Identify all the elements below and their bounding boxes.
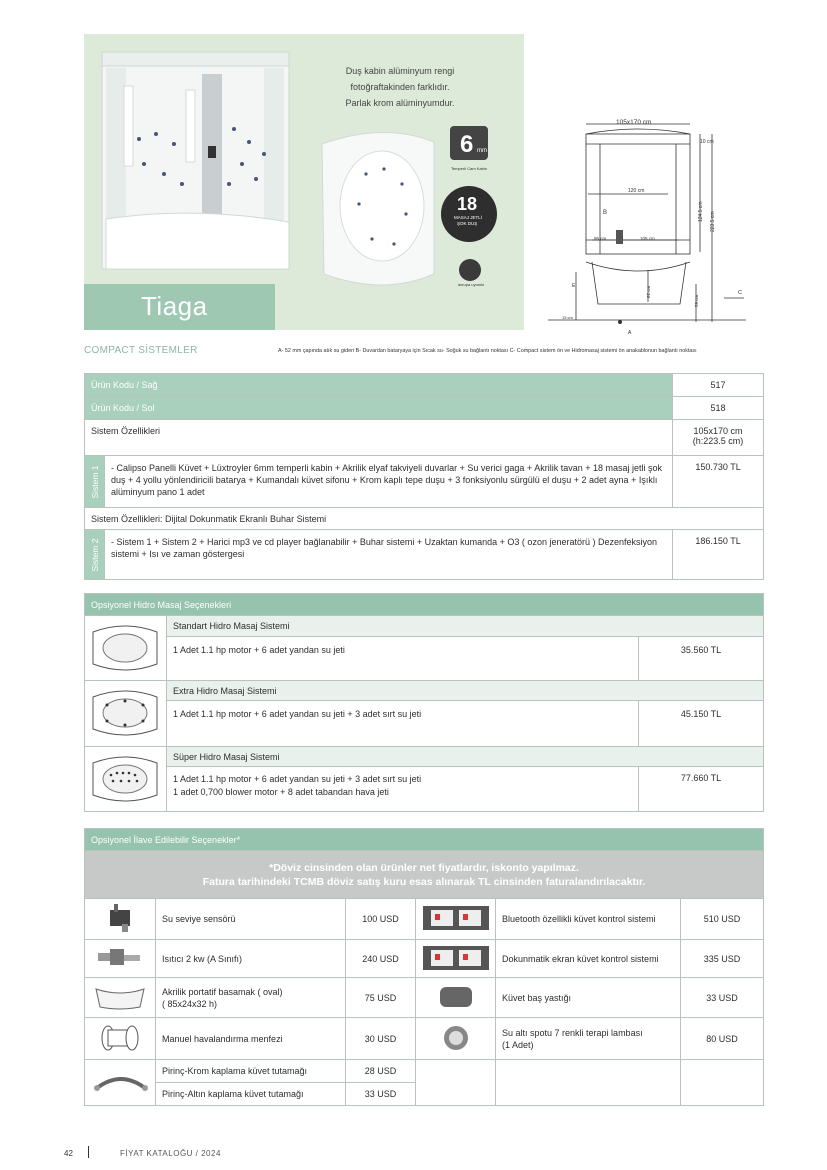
bathtub-icon [87,683,163,741]
badge-jets-value: 18 [457,194,478,214]
svg-text:E: E [572,283,576,289]
svg-text:B: B [603,210,608,216]
svg-text:mm: mm [477,148,487,154]
svg-text:124.5 cm: 124.5 cm [698,201,704,222]
color-note: Duş kabin alüminyum rengi fotoğraftakinden farklıdır. Parlak krom alüminyumdur. [345,66,455,108]
table-row: Akrilik portatif basamak ( oval) ( 85x24x32 h) 75 USD Küvet baş yastığı 33 USD [85,978,764,1018]
table-row: Ürün Kodu / Sol 518 [85,397,764,420]
table-row: Sistem 1 - Calipso Panelli Küvet + Lüxtroyler 6mm temperli kabin + Akrilik elyaf takviyeli duvarlar + Su verici gaga + Akrilik tavan + 18 masaj jetli şok duş + 4 yollu yönlendiricili batarya + Kumandalı küvet sifonu + Krom kaplı tepe duşu + 3 fonksiyonlu sürgülü el duşu + 2 adet ayna + Işıklı alüminyum pano 1 adet 150.730 TL [85,456,764,508]
table-row: Isıtıcı 2 kw (A Sınıfı) 240 USD Dokunmatik ekran küvet kontrol sistemi 335 USD [85,940,764,978]
table-row: Sistem Özellikleri: Dijital Dokunmatik Ekranlı Buhar Sistemi [85,508,764,530]
hydro-options-table [84,593,764,812]
bathtub-icon [87,749,163,807]
water-level-sensor-icon [102,902,138,934]
table-row: 1 Adet 1.1 hp motor + 6 adet yandan su jeti 35.560 TL [85,636,764,680]
svg-text:A: A [628,330,632,334]
tub-standard-thumb [85,616,167,681]
svg-text:avrupa uyumlu: avrupa uyumlu [458,282,485,287]
heater-icon [96,945,144,971]
table-row: Su seviye sensörü 100 USD Bluetooth özellikli küvet kontrol sistemi 510 USD [85,899,764,940]
table-row: Opsiyonel İlave Edilebilir Seçenekler* [85,829,764,851]
table-row [85,851,764,899]
product-title: Tiaga [141,291,208,321]
svg-text:15 cm: 15 cm [562,315,573,320]
table-row: Sistem 2 - Sistem 1 + Sistem 2 + Harici mp3 ve cd player bağlanabilir + Buhar sistemi + Uzaktan kumanda + O3 ( ozon jeneratörü ) Dezenfeksiyon sistemi + Isı ve zaman göstergesi 186.150 TL [85,530,764,580]
table-row: 1 Adet 1.1 hp motor + 6 adet yandan su jeti + 3 adet sırt su jeti 1 adet 0,700 blower motor + 8 adet tabandan hava jeti 77.660 TL [85,767,764,812]
spec-table [84,373,764,580]
tub-super-thumb [85,747,167,812]
page-number: 42 [64,1149,73,1158]
technical-diagram [548,112,760,334]
table-row: Opsiyonel Hidro Masaj Seçenekleri [85,594,764,616]
svg-text:10 cm: 10 cm [700,139,714,145]
product-title-box [84,284,275,330]
svg-text:105 cm: 105 cm [640,236,655,241]
footer-divider [88,1146,89,1158]
bathtub-icon [87,618,163,676]
svg-text:C: C [738,290,742,296]
tub-handle-icon [91,1070,151,1094]
badge-glass-value: 6 [460,131,474,158]
diagram-top-width: 105x170 cm [616,119,652,126]
table-row: Sistem Özellikleri 105x170 cm (h:223.5 cm) [85,420,764,456]
headrest-pillow-icon [436,983,476,1011]
svg-text:59 cm: 59 cm [694,294,699,307]
table-row: 1 Adet 1.1 hp motor + 6 adet yandan su jeti + 3 adet sırt su jeti 45.150 TL [85,701,764,747]
category-title: COMPACT SİSTEMLER [84,345,198,356]
extras-table [84,828,764,1106]
portable-step-icon [92,983,148,1011]
system2-side-label: Sistem 2 [85,530,105,580]
ventilation-vent-icon [98,1023,142,1053]
currency-note-2: Fatura tarihindeki TCMB döviz satış kuru esas alınarak TL cinsinden faturalandırılacaktır. [202,875,646,888]
touchscreen-control-panel-icon [423,946,489,970]
footer-text: FİYAT KATALOĞU / 2024 [120,1149,221,1158]
currency-note-1: *Döviz cinsinden olan ürünler net fiyatlardır, iskonto yapılmaz. [269,861,579,874]
table-row: Pirinç-Altın kaplama küvet tutamağı 33 USD [85,1083,764,1106]
table-row: Manuel havalandırma menfezi 30 USD Su altı spotu 7 renkli terapi lambası (1 Adet) 80 USD [85,1018,764,1060]
svg-text:120 cm: 120 cm [628,188,645,194]
table-row: Pirinç-Krom kaplama küvet tutamağı 28 USD [85,1060,764,1083]
svg-text:95 cm: 95 cm [594,236,607,241]
underwater-light-icon [438,1023,474,1053]
bluetooth-control-panel-icon [423,906,489,930]
svg-text:MASAJ JETLİ: MASAJ JETLİ [454,215,483,220]
svg-text:Temperli Cam Kabin: Temperli Cam Kabin [451,166,488,171]
svg-text:223.5 cm: 223.5 cm [710,211,716,232]
table-row: Extra Hidro Masaj Sistemi [85,681,764,701]
svg-text:62 cm: 62 cm [646,285,651,298]
system1-side-label: Sistem 1 [85,456,105,508]
tub-extra-thumb [85,681,167,747]
table-row: Ürün Kodu / Sağ 517 [85,374,764,397]
svg-text:ŞOK DUŞ: ŞOK DUŞ [457,221,478,226]
table-row: Standart Hidro Masaj Sistemi [85,616,764,637]
table-row: Süper Hidro Masaj Sistemi [85,747,764,767]
diagram-legend: A- 52 mm çapında atık su gideri B- Duvardan bataryaya için Sıcak su- Soğuk su bağlantı noktası C- Compact sistem ön ve Hidromasaj sistemi ön anakablonun bağlantı noktası [278,348,697,354]
